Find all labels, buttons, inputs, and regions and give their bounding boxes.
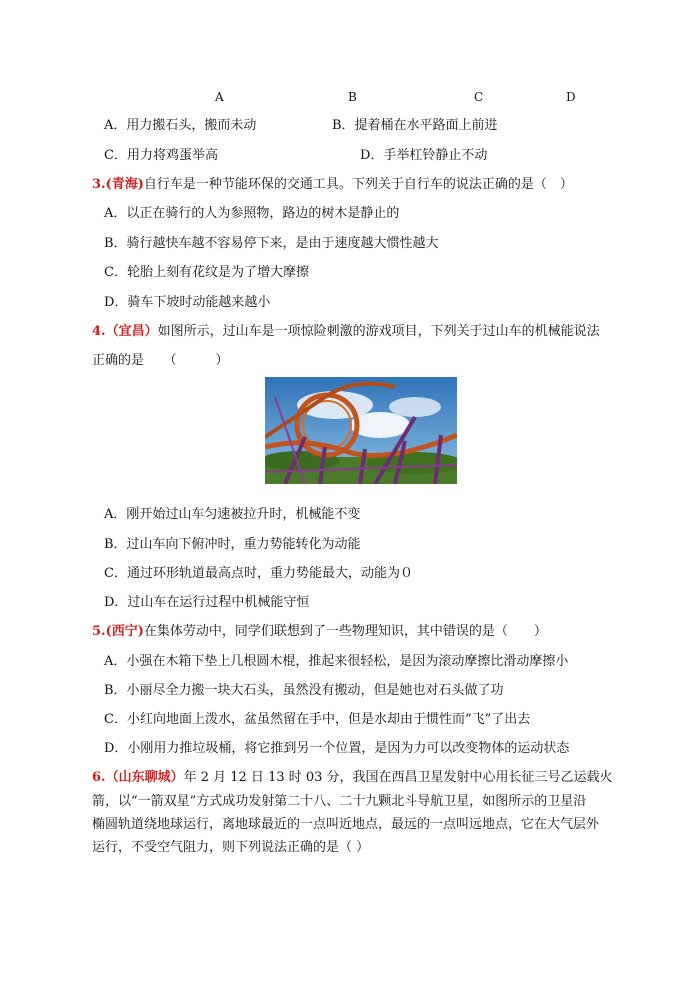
q3-stem bbox=[92, 177, 573, 193]
figure-label-a: A bbox=[215, 90, 224, 104]
q6-stem-text: 年 2 月 12 日 13 时 03 分，我国在西昌卫星发射中心用长征三号乙运载火 bbox=[183, 770, 613, 785]
q3-option-c[interactable]: C．轮胎上刻有花纹是为了增大摩擦 bbox=[104, 265, 309, 280]
q3-option-d[interactable]: D．骑车下坡时动能越来越小 bbox=[104, 295, 271, 310]
q6-stem-line1 bbox=[92, 770, 613, 786]
q2-option-a[interactable]: A．用力搬石头，搬而未动 bbox=[104, 118, 257, 133]
figure-label-c: C bbox=[474, 90, 484, 104]
q3-number: 3. bbox=[92, 177, 106, 192]
q4-stem-line2: 正确的是 （ ） bbox=[92, 353, 229, 368]
q4-number: 4. bbox=[92, 324, 106, 339]
q2-option-c[interactable]: C．用力将鸡蛋举高 bbox=[104, 148, 218, 163]
q3-stem-text: 自行车是一种节能环保的交通工具。下列关于自行车的说法正确的是（ ） bbox=[143, 177, 573, 192]
q6-source: （山东聊城） bbox=[105, 770, 184, 785]
q4-option-d[interactable]: D．过山车在运行过程中机械能守恒 bbox=[104, 595, 310, 610]
q5-option-d[interactable]: D．小刚用力推垃圾桶，将它推到另一个位置，是因为力可以改变物体的运动状态 bbox=[104, 741, 570, 756]
roller-coaster-photo bbox=[265, 377, 457, 484]
q4-source: （宜昌） bbox=[105, 324, 158, 339]
roller-coaster-image bbox=[265, 377, 457, 484]
q6-stem-line2: 箭，以“一箭双星”方式成功发射第二十八、二十九颗北斗导航卫星，如图所示的卫星沿 bbox=[92, 794, 587, 809]
q4-option-b[interactable]: B．过山车向下俯冲时，重力势能转化为动能 bbox=[104, 537, 361, 552]
q6-stem-line4: 运行，不受空气阻力，则下列说法正确的是（ ） bbox=[92, 840, 370, 855]
q5-source: (西宁) bbox=[105, 624, 144, 639]
figure-label-b: B bbox=[348, 90, 357, 104]
q6-stem-line3: 椭圆轨道绕地球运行，离地球最近的一点叫近地点，最远的一点叫远地点，它在大气层外 bbox=[92, 817, 600, 832]
q5-number: 5. bbox=[92, 624, 106, 639]
q5-option-a[interactable]: A．小强在木箱下垫上几根圆木棍，推起来很轻松，是因为滚动摩擦比滑动摩擦小 bbox=[104, 654, 569, 669]
q5-option-b[interactable]: B．小丽尽全力搬一块大石头，虽然没有搬动，但是她也对石头做了功 bbox=[104, 683, 504, 698]
q6-number: 6. bbox=[92, 770, 106, 785]
q2-option-b[interactable]: B．提着桶在水平路面上前进 bbox=[332, 118, 498, 133]
q5-stem bbox=[92, 624, 547, 640]
figure-label-d: D bbox=[566, 90, 576, 104]
q4-option-a[interactable]: A．刚开始过山车匀速被拉升时，机械能不变 bbox=[104, 507, 361, 522]
q5-stem-text: 在集体劳动中，同学们联想到了一些物理知识，其中错误的是（ ） bbox=[143, 624, 547, 639]
q2-option-d[interactable]: D．手举杠铃静止不动 bbox=[360, 148, 488, 163]
q4-stem-text: 如图所示，过山车是一项惊险刺激的游戏项目，下列关于过山车的机械能说法 bbox=[157, 324, 600, 339]
q3-option-a[interactable]: A．以正在骑行的人为参照物，路边的树木是静止的 bbox=[104, 206, 400, 221]
q3-source: (青海) bbox=[105, 177, 144, 192]
q5-option-c[interactable]: C．小红向地面上泼水，盆虽然留在手中，但是水却由于惯性而“飞”了出去 bbox=[104, 712, 531, 727]
q3-option-b[interactable]: B．骑行越快车越不容易停下来，是由于速度越大惯性越大 bbox=[104, 236, 439, 251]
q4-option-c[interactable]: C．通过环形轨道最高点时，重力势能最大，动能为０ bbox=[104, 566, 413, 581]
q4-stem-line1 bbox=[92, 324, 600, 340]
